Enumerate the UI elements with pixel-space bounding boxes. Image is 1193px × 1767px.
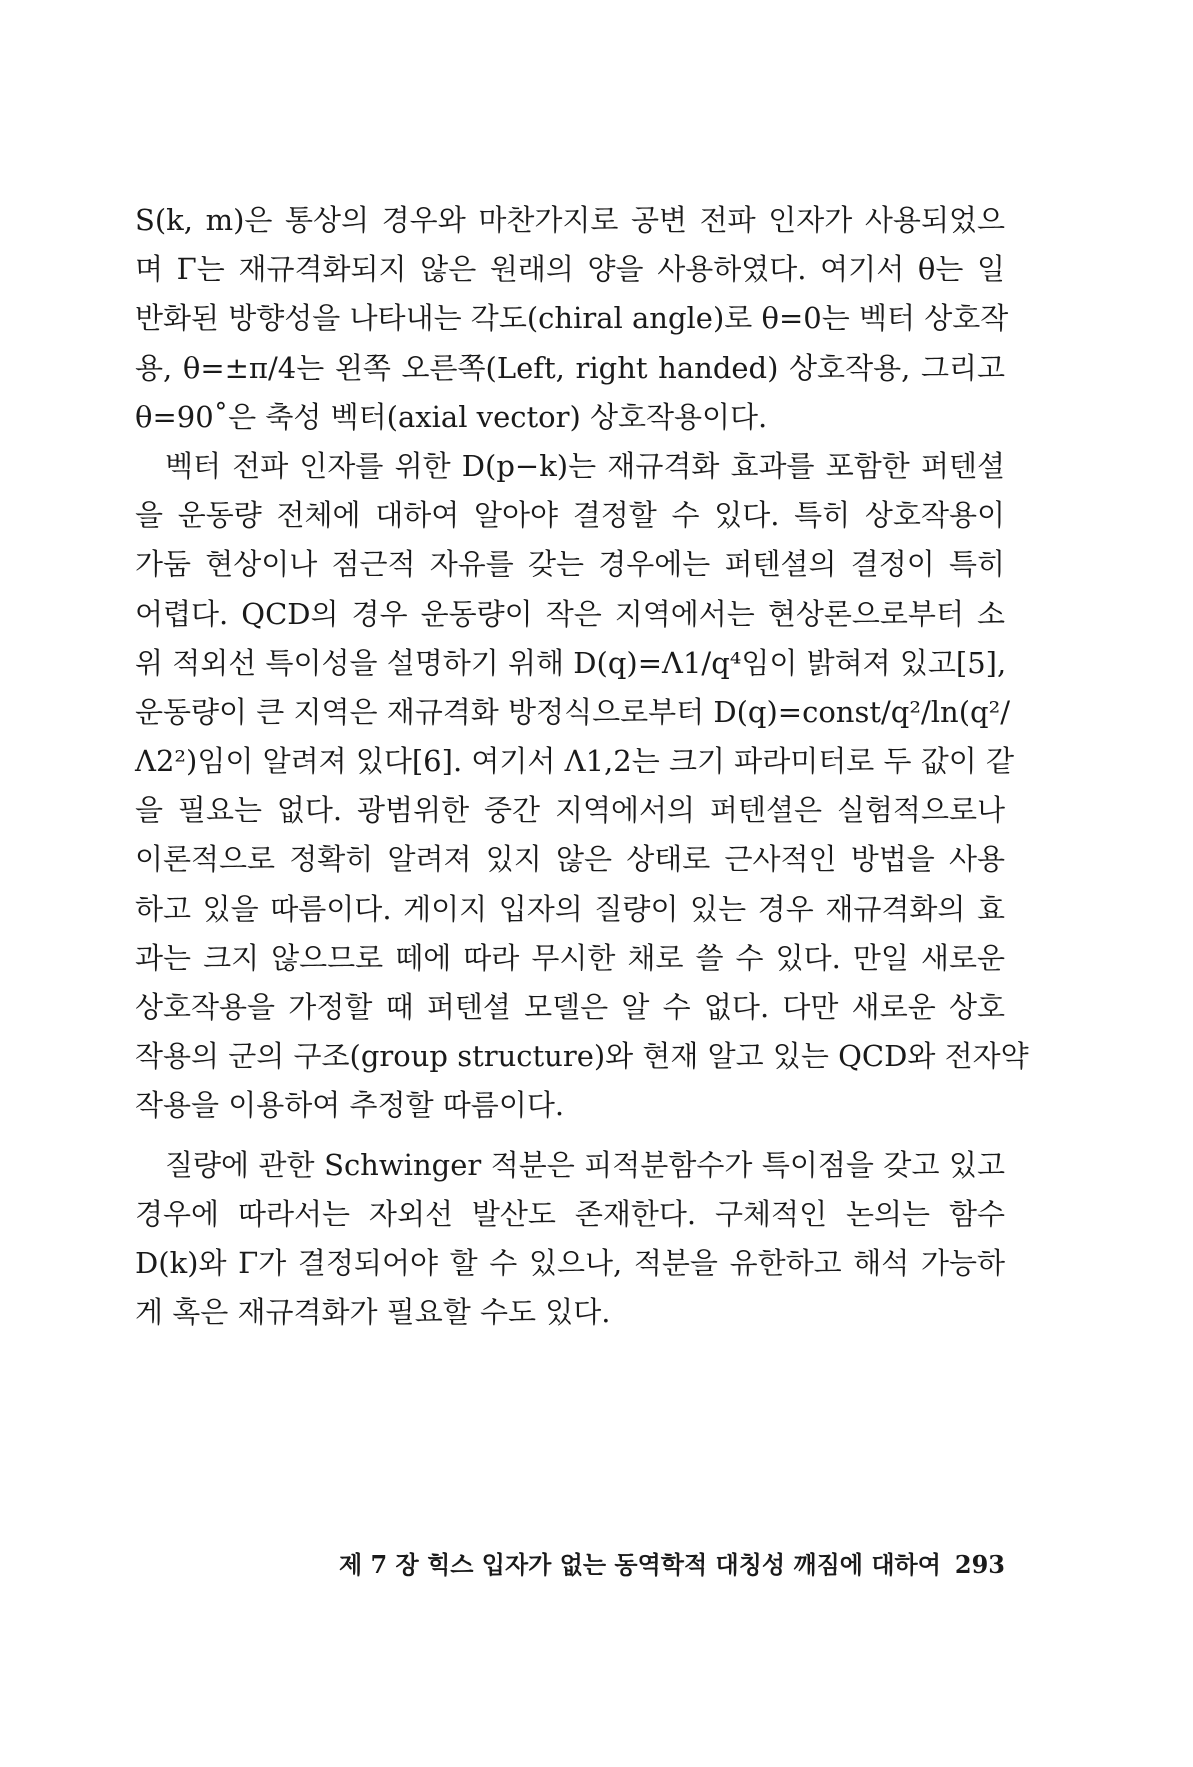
text-line: 을 필요는 없다. 광범위한 중간 지역에서의 퍼텐셜은 실험적으로나 — [135, 793, 1005, 828]
text-line: 질량에 관한 Schwinger 적분은 피적분함수가 특이점을 갖고 있고 — [165, 1147, 1005, 1182]
text-line: 벡터 전파 인자를 위한 D(p−k)는 재규격화 효과를 포함한 퍼텐셜 — [165, 448, 1005, 483]
text-line: 반화된 방향성을 나타내는 각도(chiral angle)로 θ=0는 벡터 상호작 — [135, 301, 1009, 336]
text-line: 작용을 이용하여 추정할 따름이다. — [135, 1088, 565, 1123]
page-footer — [330, 1545, 1005, 1585]
text-line: θ=90˚은 축성 벡터(axial vector) 상호작용이다. — [135, 399, 768, 434]
text-line: Λ2²)임이 알려져 있다[6]. 여기서 Λ1,2는 크기 파라미터로 두 값이 같 — [135, 744, 1014, 779]
text-line: D(k)와 Γ가 결정되어야 할 수 있으나, 적분을 유한하고 해석 가능하 — [135, 1245, 1005, 1280]
text-line: 게 혹은 재규격화가 필요할 수도 있다. — [135, 1295, 611, 1330]
text-line: 용, θ=±π/4는 왼쪽 오른쪽(Left, right handed) 상호작용, 그리고 — [135, 350, 1005, 385]
paragraph-2 — [135, 442, 1029, 1131]
text-line: 가둠 현상이나 점근적 자유를 갖는 경우에는 퍼텐셜의 결정이 특히 — [135, 547, 1005, 582]
text-line: S(k, m)은 통상의 경우와 마찬가지로 공변 전파 인자가 사용되었으 — [135, 203, 1005, 237]
text-line: 상호작용을 가정할 때 퍼텐셜 모델은 알 수 없다. 다만 새로운 상호 — [135, 990, 1005, 1024]
paragraph-3 — [135, 1141, 1005, 1338]
text-line: 작용의 군의 구조(group structure)와 현재 알고 있는 QCD와 전자약 — [135, 1039, 1029, 1074]
paragraph-gap — [135, 1131, 1005, 1141]
text-line: 운동량이 큰 지역은 재규격화 방정식으로부터 D(q)=const/q²/ln(q²/ — [135, 694, 1010, 729]
text-line: 경우에 따라서는 자외선 발산도 존재한다. 구체적인 논의는 함수 — [135, 1196, 1005, 1231]
page-number: 293 — [954, 1550, 1005, 1579]
paragraph-1 — [135, 196, 1009, 442]
text-line: 며 Γ는 재규격화되지 않은 원래의 양을 사용하였다. 여기서 θ는 일 — [135, 252, 1005, 287]
text-line: 위 적외선 특이성을 설명하기 위해 D(q)=Λ1/q⁴임이 밝혀져 있고[5], — [135, 645, 1007, 680]
text-line: 이론적으로 정확히 알려져 있지 않은 상태로 근사적인 방법을 사용 — [135, 842, 1005, 877]
text-line: 을 운동량 전체에 대하여 알아야 결정할 수 있다. 특히 상호작용이 — [135, 498, 1005, 533]
text-line: 과는 크지 않으므로 떼에 따라 무시한 채로 쓸 수 있다. 만일 새로운 — [135, 940, 1005, 975]
text-line: 하고 있을 따름이다. 게이지 입자의 질량이 있는 경우 재규격화의 효 — [135, 891, 1005, 926]
body-text — [135, 196, 1029, 1337]
text-line: 어렵다. QCD의 경우 운동량이 작은 지역에서는 현상론으로부터 소 — [135, 596, 1005, 631]
running-title: 제 7 장 힉스 입자가 없는 동역학적 대칭성 깨짐에 대하여 — [338, 1550, 941, 1579]
